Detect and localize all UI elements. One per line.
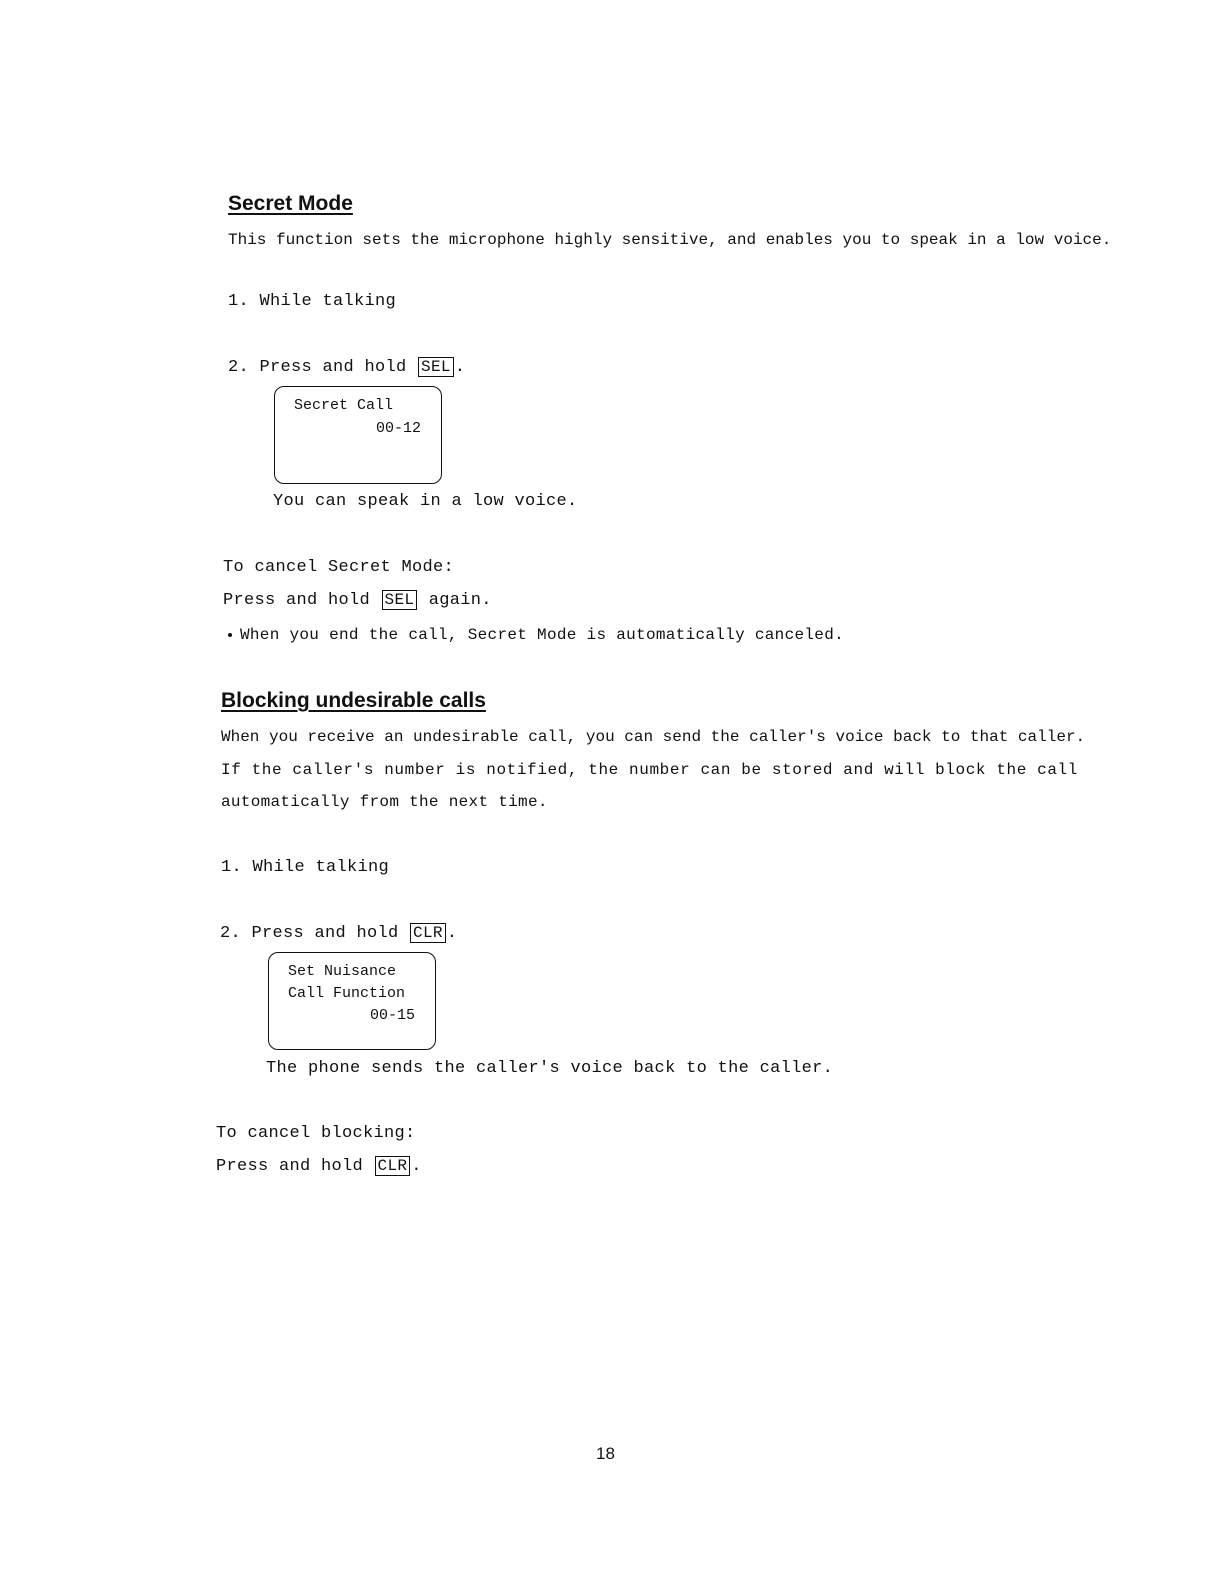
blocking-description-3: automatically from the next time. xyxy=(221,793,548,811)
cancel-after: . xyxy=(411,1157,422,1176)
secret-mode-step2 xyxy=(228,357,465,379)
blocking-description-1: When you receive an undesirable call, you can send the caller's voice back to that caller. xyxy=(221,728,1086,746)
secret-mode-description: This function sets the microphone highly sensitive, and enables you to speak in a low voice. xyxy=(228,231,1112,249)
lcd-line-1: Set Nuisance xyxy=(288,963,397,980)
cancel-text: Press and hold xyxy=(223,591,371,610)
lcd-display-blocking xyxy=(268,952,436,1050)
blocking-description-2: If the caller's number is notified, the number can be stored and will block the call xyxy=(221,761,1078,779)
lcd-display-secret xyxy=(274,386,442,484)
lcd-line-2: Call Function xyxy=(288,985,406,1002)
blocking-cancel-instruction xyxy=(216,1156,422,1178)
blocking-caption: The phone sends the caller's voice back to the caller. xyxy=(266,1059,834,1078)
step2-after: . xyxy=(454,358,466,377)
clr-key: CLR xyxy=(410,923,446,943)
lcd-line-2: 00-12 xyxy=(376,420,422,437)
blocking-cancel-title: To cancel blocking: xyxy=(216,1124,416,1143)
blocking-step2 xyxy=(220,923,457,945)
secret-cancel-title: To cancel Secret Mode: xyxy=(223,558,455,577)
sel-key: SEL xyxy=(382,590,418,610)
step2-text: 2. Press and hold xyxy=(220,924,399,943)
step2-text: 2. Press and hold xyxy=(228,358,407,377)
secret-mode-step1: 1. While talking xyxy=(228,292,397,311)
step2-after: . xyxy=(446,924,458,943)
cancel-text: Press and hold xyxy=(216,1157,364,1176)
bullet-icon xyxy=(228,633,232,637)
lcd-line-1: Secret Call xyxy=(294,397,394,414)
secret-mode-heading: Secret Mode xyxy=(228,192,353,215)
note-text: When you end the call, Secret Mode is automatically canceled. xyxy=(240,626,844,644)
blocking-step1: 1. While talking xyxy=(221,858,390,877)
page-number: 18 xyxy=(596,1444,615,1463)
secret-cancel-instruction xyxy=(223,590,492,612)
blocking-heading: Blocking undesirable calls xyxy=(221,689,486,712)
secret-mode-caption: You can speak in a low voice. xyxy=(273,492,578,511)
secret-mode-note xyxy=(228,624,844,646)
sel-key: SEL xyxy=(418,357,454,377)
clr-key: CLR xyxy=(375,1156,411,1176)
cancel-after: again. xyxy=(428,591,492,610)
lcd-line-3: 00-15 xyxy=(370,1007,416,1024)
